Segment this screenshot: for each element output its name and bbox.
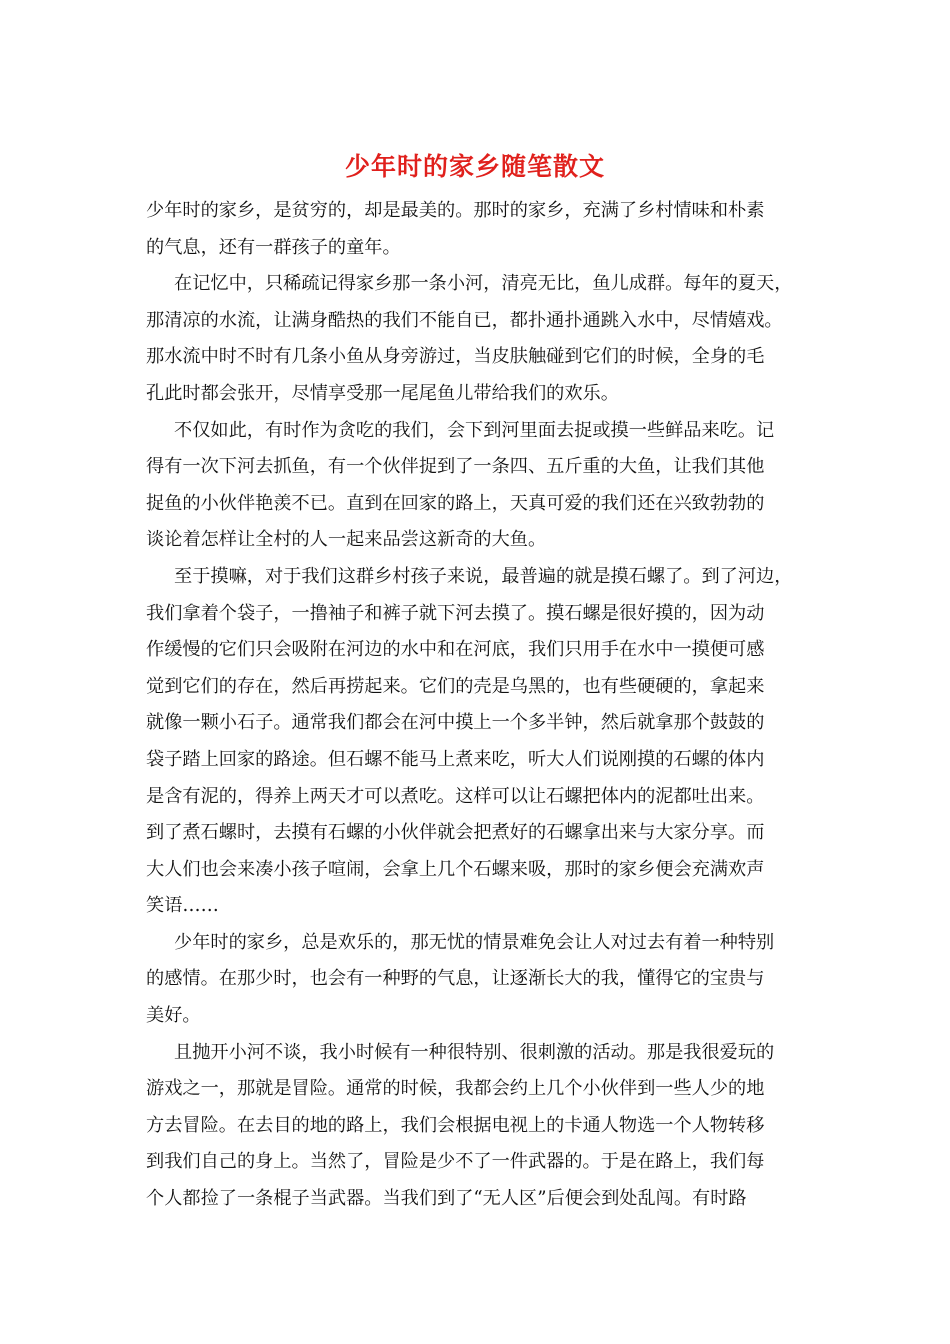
text-line: 个人都捡了一条棍子当武器。当我们到了“无人区”后便会到处乱闯。有时路 bbox=[146, 1188, 747, 1210]
text-line: 得有一次下河去抓鱼，有一个伙伴捉到了一条四、五斤重的大鱼，让我们其他 bbox=[146, 456, 765, 478]
text-line: 大人们也会来凑小孩子喧闹，会拿上几个石螺来吸，那时的家乡便会充满欢声 bbox=[146, 858, 765, 880]
text-line: 的气息，还有一群孩子的童年。 bbox=[146, 236, 401, 258]
text-line: 少年时的家乡，是贫穷的，却是最美的。那时的家乡，充满了乡村情味和朴素 bbox=[146, 200, 765, 221]
text-line: 笑语…… bbox=[146, 895, 219, 917]
text-line: 我们拿着个袋子，一撸袖子和裤子就下河去摸了。摸石螺是很好摸的，因为动 bbox=[146, 602, 765, 624]
text-line: 至于摸嘛，对于我们这群乡村孩子来说，最普遍的就是摸石螺了。到了河边， bbox=[174, 565, 793, 587]
text-line: 袋子踏上回家的路途。但石螺不能马上煮来吃，听大人们说刚摸的石螺的体内 bbox=[146, 748, 765, 770]
text-line: 的感情。在那少时，也会有一种野的气息，让逐渐长大的我，懂得它的宝贵与 bbox=[146, 968, 765, 990]
text-line: 就像一颗小石子。通常我们都会在河中摸上一个多半钟，然后就拿那个鼓鼓的 bbox=[146, 712, 765, 734]
document-title: 少年时的家乡随笔散文 bbox=[344, 152, 605, 181]
text-line: 作缓慢的它们只会吸附在河边的水中和在河底，我们只用手在水中一摸便可感 bbox=[146, 639, 765, 661]
text-line: 那水流中时不时有几条小鱼从身旁游过，当皮肤触碰到它们的时候，全身的毛 bbox=[146, 346, 765, 368]
text-line: 在记忆中，只稀疏记得家乡那一条小河，清亮无比，鱼儿成群。每年的夏天， bbox=[174, 273, 793, 295]
text-line: 到了煮石螺时，去摸有石螺的小伙伴就会把煮好的石螺拿出来与大家分享。而 bbox=[146, 822, 765, 844]
text-line: 谈论着怎样让全村的人一起来品尝这新奇的大鱼。 bbox=[146, 529, 547, 551]
text-line: 那清凉的水流，让满身酷热的我们不能自已，都扑通扑通跳入水中，尽情嬉戏。 bbox=[146, 309, 783, 331]
text-line: 美好。 bbox=[146, 1005, 201, 1027]
text-line: 少年时的家乡，总是欢乐的，那无忧的情景难免会让人对过去有着一种特别 bbox=[174, 931, 775, 953]
text-line: 到我们自己的身上。当然了，冒险是少不了一件武器的。于是在路上，我们每 bbox=[146, 1151, 765, 1173]
text-line: 是含有泥的，得养上两天才可以煮吃。这样可以让石螺把体内的泥都吐出来。 bbox=[146, 785, 765, 807]
document-body bbox=[146, 193, 810, 1218]
text-line: 孔此时都会张开，尽情享受那一尾尾鱼儿带给我们的欢乐。 bbox=[146, 382, 619, 404]
text-line: 且抛开小河不谈，我小时候有一种很特别、很刺激的活动。那是我很爱玩的 bbox=[174, 1041, 775, 1063]
text-line: 捉鱼的小伙伴艳羡不已。直到在回家的路上，天真可爱的我们还在兴致勃勃的 bbox=[146, 492, 765, 514]
text-line: 觉到它们的存在，然后再捞起来。它们的壳是乌黑的，也有些硬硬的，拿起来 bbox=[146, 675, 765, 697]
text-line: 方去冒险。在去目的地的路上，我们会根据电视上的卡通人物选一个人物转移 bbox=[146, 1114, 765, 1136]
text-line: 游戏之一，那就是冒险。通常的时候，我都会约上几个小伙伴到一些人少的地 bbox=[146, 1078, 765, 1100]
text-line: 不仅如此，有时作为贪吃的我们，会下到河里面去捉或摸一些鲜品来吃。记 bbox=[174, 419, 775, 441]
